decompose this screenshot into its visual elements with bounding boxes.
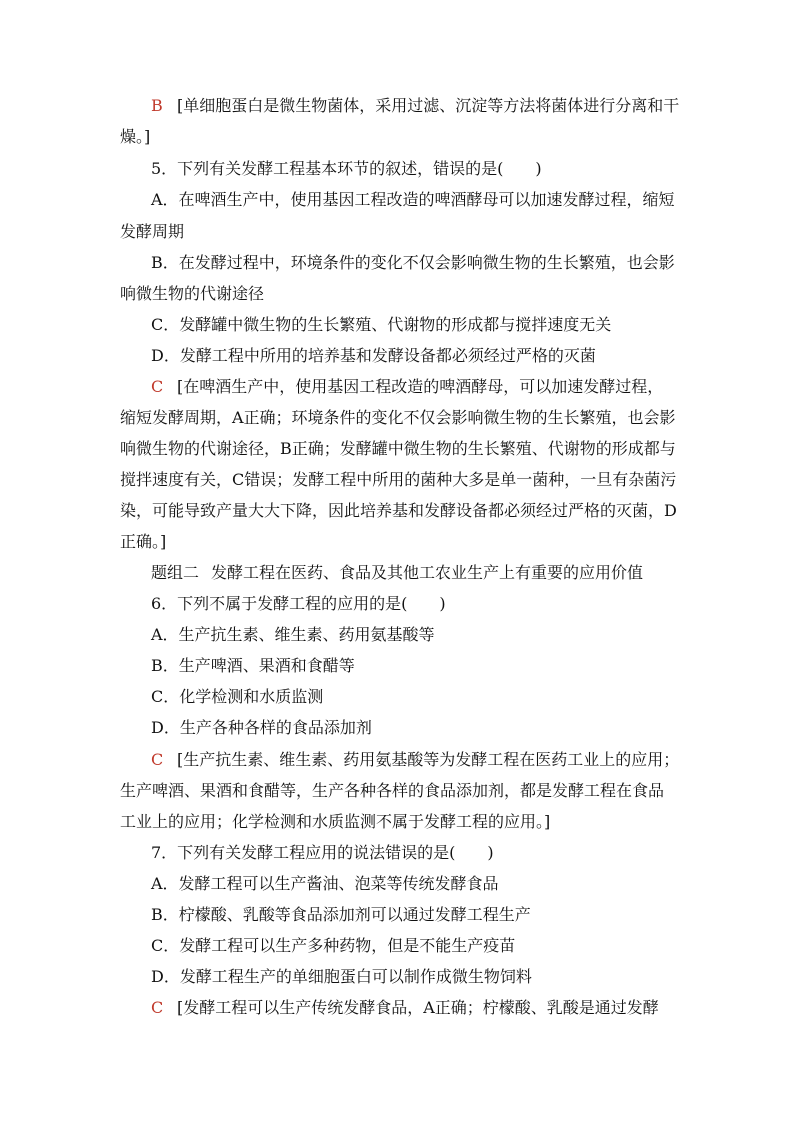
question-5-option-d: D．发酵工程中所用的培养基和发酵设备都必须经过严格的灭菌 xyxy=(151,346,596,365)
answer-6-line-2: 生产啤酒、果酒和食醋等，生产各种各样的食品添加剂，都是发酵工程在食品 xyxy=(120,781,665,800)
question-6-option-d: D．生产各种各样的食品添加剂 xyxy=(151,718,372,737)
answer-5-line-6: 正确。] xyxy=(120,532,167,551)
question-5-stem: 5．下列有关发酵工程基本环节的叙述，错误的是( ) xyxy=(151,159,542,178)
group-2-title: 发酵工程在医药、食品及其他工农业生产上有重要的应用价值 xyxy=(211,563,644,582)
answer-5-line-2: 缩短发酵周期，A正确；环境条件的变化不仅会影响微生物的生长繁殖，也会影 xyxy=(120,408,676,427)
question-6-option-a: A．生产抗生素、维生素、药用氨基酸等 xyxy=(151,625,435,644)
question-7-option-b: B．柠檬酸、乳酸等食品添加剂可以通过发酵工程生产 xyxy=(151,905,531,924)
answer-5-letter: C xyxy=(151,377,164,396)
question-6-option-b: B．生产啤酒、果酒和食醋等 xyxy=(151,656,355,675)
answer-7-line-1: C [发酵工程可以生产传统发酵食品，A正确；柠檬酸、乳酸是通过发酵 xyxy=(151,998,659,1017)
answer-5-line-1: C [在啤酒生产中，使用基因工程改造的啤酒酵母，可以加速发酵过程， xyxy=(151,377,664,396)
question-7-option-c: C．发酵工程可以生产多种药物，但是不能生产疫苗 xyxy=(151,936,516,955)
answer-5-line-4: 搅拌速度有关，C错误；发酵工程中所用的菌种大多是单一菌种，一旦有杂菌污 xyxy=(120,470,677,489)
answer-7-letter: C xyxy=(151,998,164,1017)
question-5-option-a-line-2: 发酵周期 xyxy=(120,222,185,241)
question-5-option-a-line-1: A．在啤酒生产中，使用基因工程改造的啤酒酵母可以加速发酵过程，缩短 xyxy=(151,190,675,209)
question-6-stem: 6．下列不属于发酵工程的应用的是( ) xyxy=(151,594,446,613)
group-2-label: 题组二 xyxy=(151,563,200,582)
group-2-heading xyxy=(151,562,643,584)
question-7-stem: 7．下列有关发酵工程应用的说法错误的是( ) xyxy=(151,843,494,862)
answer-4-line-1: B [单细胞蛋白是微生物菌体，采用过滤、沉淀等方法将菌体进行分离和干 xyxy=(151,96,680,115)
question-6-option-c: C．化学检测和水质监测 xyxy=(151,687,324,706)
question-5-option-c: C．发酵罐中微生物的生长繁殖、代谢物的形成都与搅拌速度无关 xyxy=(151,315,612,334)
answer-6-line-3: 工业上的应用；化学检测和水质监测不属于发酵工程的应用。] xyxy=(120,812,551,831)
question-7-option-d: D．发酵工程生产的单细胞蛋白可以制作成微生物饲料 xyxy=(151,967,532,986)
answer-5-line-5: 染，可能导致产量大大下降，因此培养基和发酵设备都必须经过严格的灭菌，D xyxy=(120,501,677,520)
question-7-option-a: A．发酵工程可以生产酱油、泡菜等传统发酵食品 xyxy=(151,874,499,893)
question-5-option-b-line-2: 响微生物的代谢途径 xyxy=(120,284,265,303)
answer-4-letter: B xyxy=(151,96,163,115)
answer-6-letter: C xyxy=(151,750,164,769)
answer-6-line-1: C [生产抗生素、维生素、药用氨基酸等为发酵工程在医药工业上的应用； xyxy=(151,750,680,769)
answer-4-line-2: 燥。] xyxy=(120,127,151,146)
answer-5-line-3: 响微生物的代谢途径，B正确；发酵罐中微生物的生长繁殖、代谢物的形成都与 xyxy=(120,439,676,458)
question-5-option-b-line-1: B．在发酵过程中，环境条件的变化不仅会影响微生物的生长繁殖，也会影 xyxy=(151,253,675,272)
